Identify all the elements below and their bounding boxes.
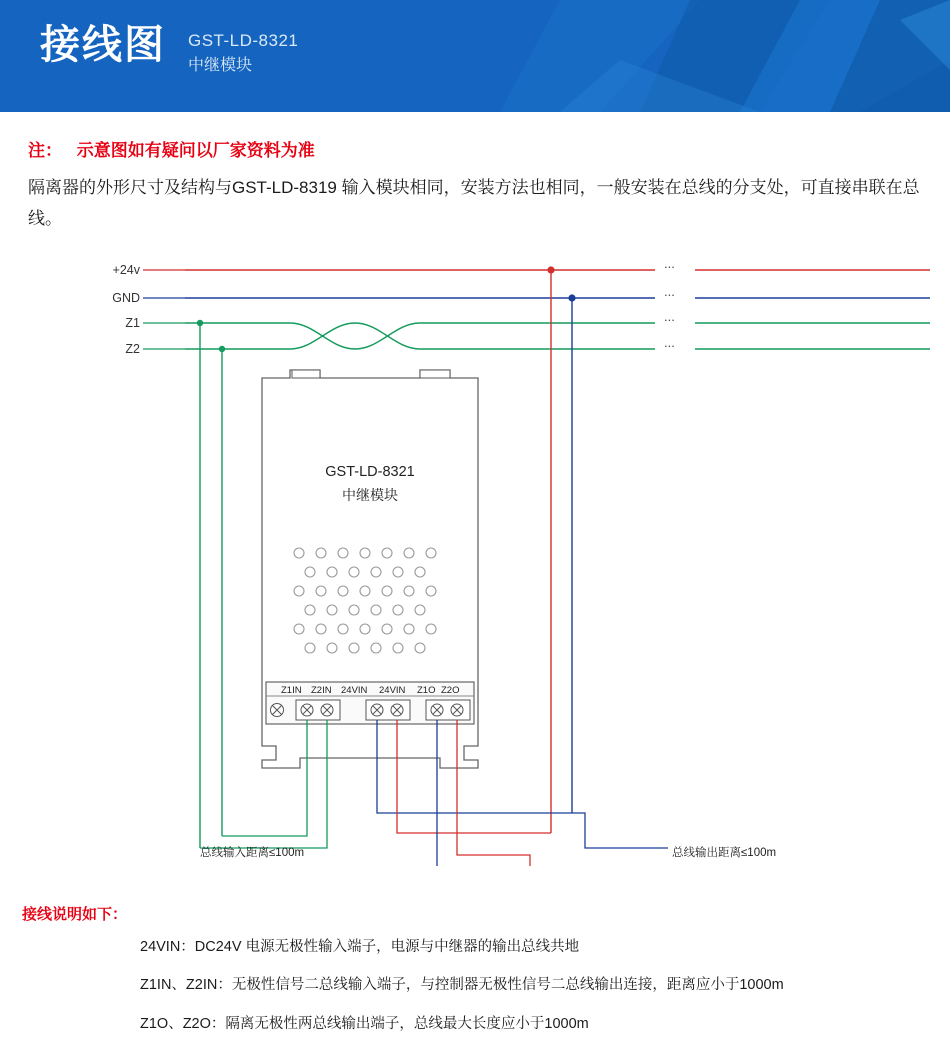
wire-output-right xyxy=(572,813,668,848)
intro-paragraph: 隔离器的外形尺寸及结构与GST-LD-8319 输入模块相同，安装方法也相同，一般安装在总线的分支处，可直接串联在总线。 xyxy=(28,178,920,229)
terminal-label-z2in: Z2IN xyxy=(311,685,332,696)
explanation-item-z1in-z2in: Z1IN、Z2IN：无极性信号二总线输入端子，与控制器无极性信号二总线输出连接，距离应小于1000m xyxy=(140,977,784,994)
label-24v: +24v xyxy=(112,263,140,277)
mount-tab-right xyxy=(420,370,450,378)
junction-dot-z1 xyxy=(197,320,203,326)
page-title: 接线图 xyxy=(40,23,166,67)
annotation-output-distance: 总线输出距离≤100m xyxy=(672,847,777,859)
explanation-item-24vin: 24VIN：DC24V 电源无极性输入端子，电源与中继器的输出总线共地 xyxy=(140,939,580,955)
continuation-mark-z2: ... xyxy=(664,335,675,350)
device-name-label: 中继模块 xyxy=(342,487,398,503)
terminal-label-z1o: Z1O xyxy=(417,685,436,696)
continuation-mark-gnd: ... xyxy=(664,284,675,299)
mount-tab-left xyxy=(292,370,320,378)
bus-line-z2 xyxy=(185,323,655,349)
model-name: 中继模块 xyxy=(188,56,253,74)
continuation-mark-24v: ... xyxy=(664,256,675,271)
terminal-screws xyxy=(271,700,471,720)
terminal-label-24vin-2: 24VIN xyxy=(379,685,406,696)
header-model-group xyxy=(188,22,298,78)
label-z1: Z1 xyxy=(125,316,140,330)
label-z2: Z2 xyxy=(125,342,140,356)
terminal-label-24vin-1: 24VIN xyxy=(341,685,368,696)
header-title-group xyxy=(40,22,298,78)
junction-dot-24v xyxy=(547,266,554,273)
bus-line-z1 xyxy=(185,323,655,349)
note-row xyxy=(28,136,315,161)
note-text: 示意图如有疑问以厂家资料为准 xyxy=(76,141,315,160)
explanation-title: 接线说明如下： xyxy=(22,906,128,923)
annotation-input-distance: 总线输入距离≤100m xyxy=(200,847,305,859)
model-number: GST-LD-8321 xyxy=(188,31,299,50)
explanation-list xyxy=(140,937,950,1052)
wiring-diagram xyxy=(0,248,950,888)
explanation-item-z1o-z2o: Z1O、Z2O：隔离无极性两总线输出端子，总线最大长度应小于1000m xyxy=(140,1015,589,1032)
page-header xyxy=(0,0,950,112)
junction-dot-z2 xyxy=(219,346,225,352)
device-model-label: GST-LD-8321 xyxy=(325,464,415,480)
terminal-label-z1in: Z1IN xyxy=(281,685,302,696)
wiring-diagram-svg xyxy=(0,248,950,888)
note-label: 注： xyxy=(28,141,62,160)
continuation-mark-z1: ... xyxy=(664,309,675,324)
junction-dot-gnd xyxy=(568,294,575,301)
label-gnd: GND xyxy=(112,291,140,305)
wire-hidden-helper-3 xyxy=(585,813,665,848)
terminal-label-z2o: Z2O xyxy=(441,685,460,696)
